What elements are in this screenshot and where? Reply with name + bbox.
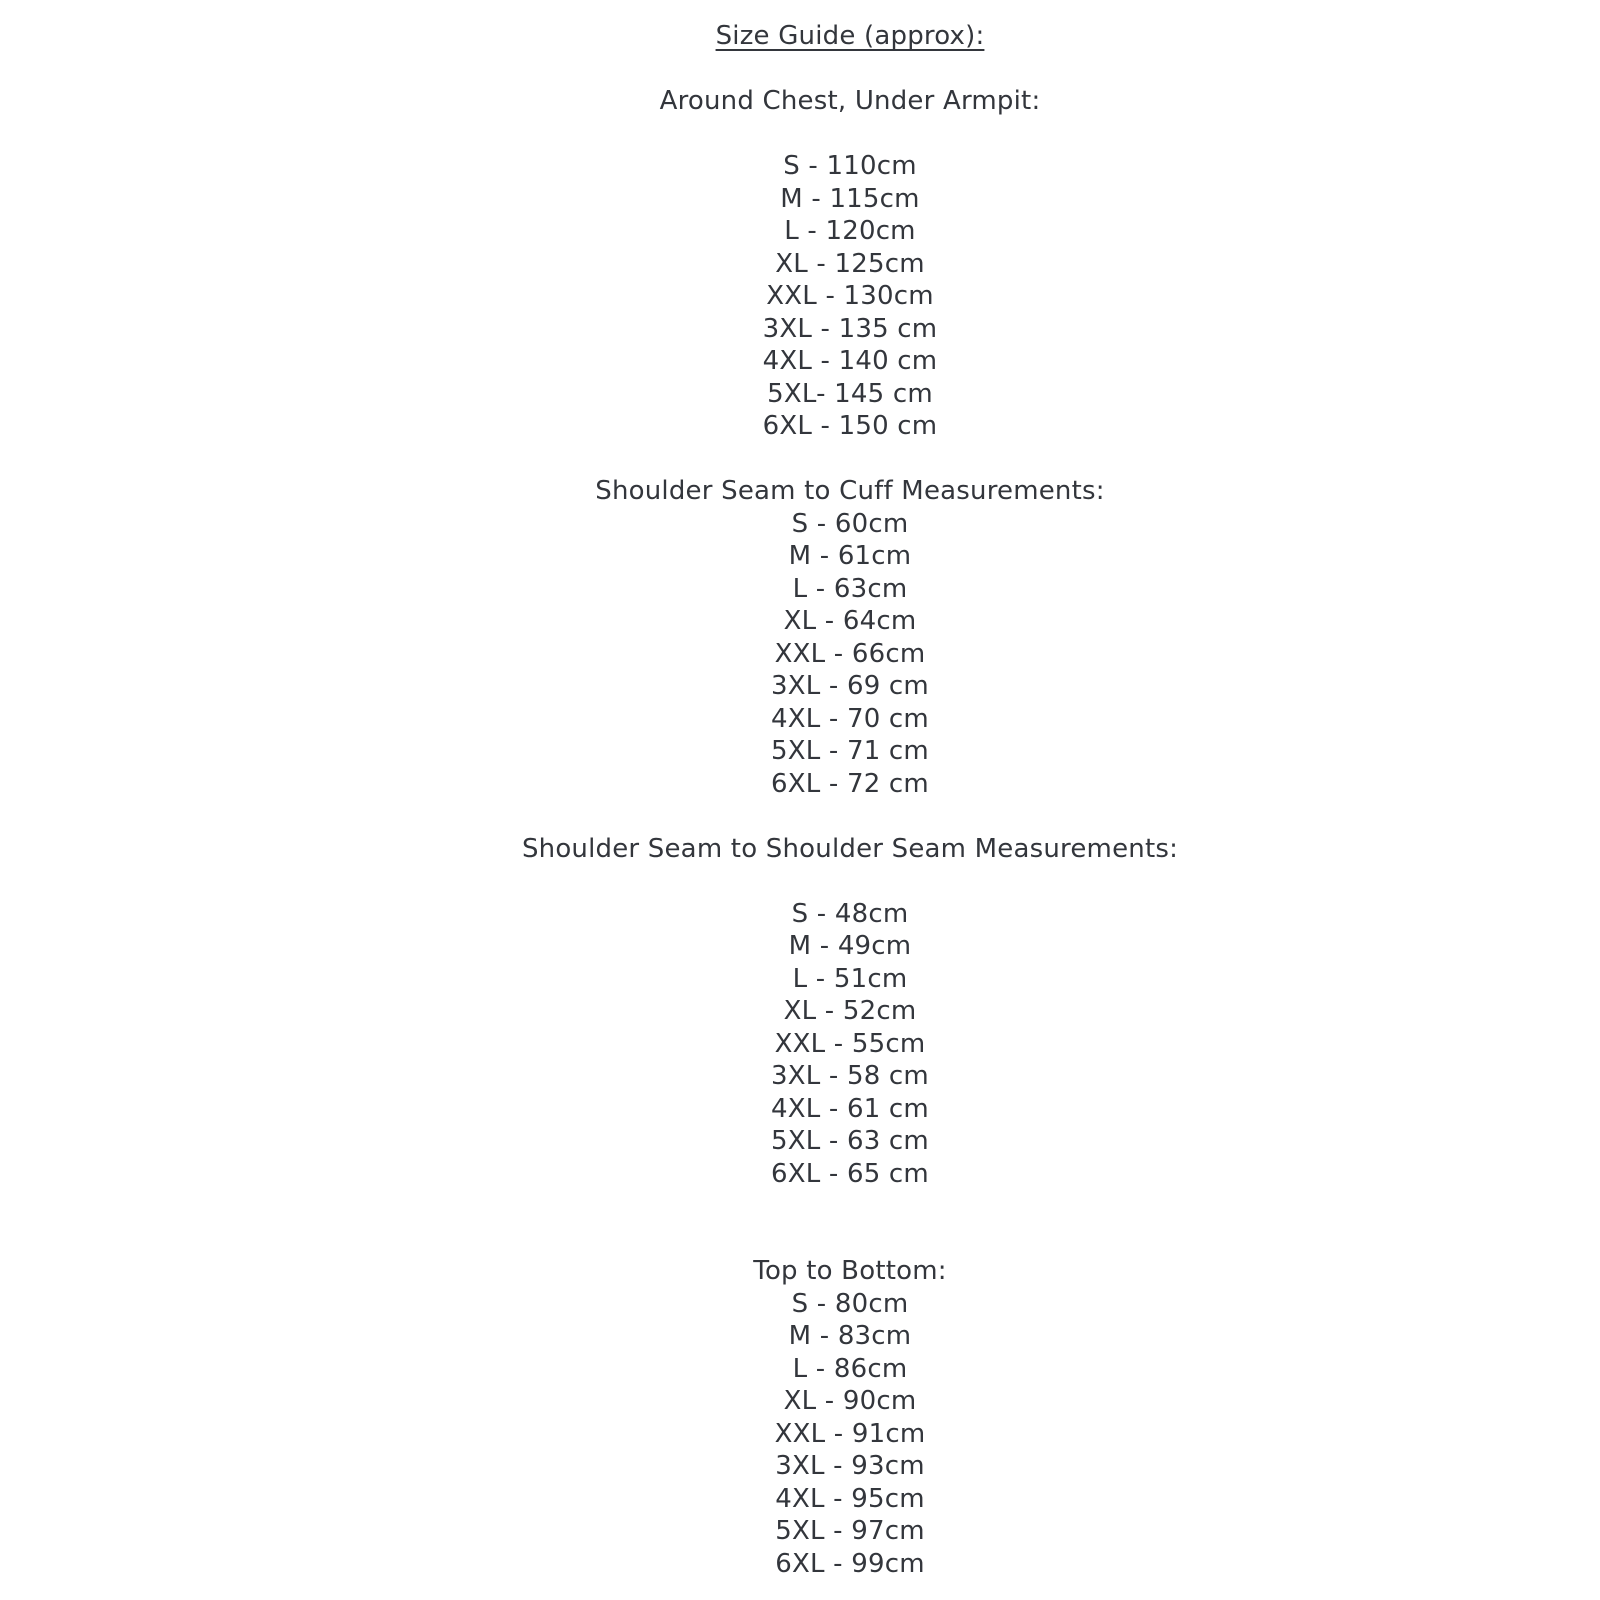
section-top-to-bottom [100, 1255, 1600, 1580]
size-row: 5XL - 97cm [775, 1516, 925, 1546]
size-row: XL - 125cm [775, 248, 925, 279]
size-row: 3XL - 58 cm [771, 1061, 929, 1091]
size-row: 5XL - 63 cm [771, 1126, 929, 1156]
size-row: M - 49cm [788, 931, 912, 961]
section-shoulder-to-shoulder [100, 833, 1600, 1191]
size-row: XXL - 91cm [774, 1418, 926, 1449]
size-row: L - 86cm [792, 1353, 908, 1384]
section-around-chest [100, 85, 1600, 443]
section-heading: Shoulder Seam to Cuff Measurements: [595, 476, 1105, 506]
size-row: 4XL - 61 cm [771, 1093, 929, 1124]
section-shoulder-to-cuff [100, 475, 1600, 800]
size-row: 5XL - 71 cm [771, 736, 929, 766]
size-row: 5XL- 145 cm [767, 378, 933, 409]
page-title: Size Guide (approx): [715, 21, 985, 51]
size-row: 4XL - 95cm [775, 1483, 925, 1514]
size-row: XXL - 55cm [774, 1028, 926, 1059]
size-row: XXL - 130cm [766, 281, 934, 311]
section-heading: Shoulder Seam to Shoulder Seam Measurements: [521, 833, 1179, 864]
size-row: L - 63cm [792, 573, 908, 604]
size-row: 6XL - 72 cm [771, 768, 929, 799]
size-row: S - 60cm [791, 508, 909, 539]
size-row: XL - 64cm [783, 606, 917, 636]
size-row: 4XL - 70 cm [771, 703, 929, 734]
size-row: XL - 52cm [783, 996, 917, 1026]
size-row: XXL - 66cm [774, 638, 926, 669]
size-row: 6XL - 150 cm [762, 411, 938, 441]
section-heading: Around Chest, Under Armpit: [659, 86, 1041, 116]
size-row: L - 51cm [792, 963, 908, 994]
size-row: S - 48cm [791, 898, 909, 929]
size-row: 4XL - 140 cm [762, 346, 938, 376]
size-row: M - 115cm [780, 183, 920, 214]
size-row: 3XL - 69 cm [771, 671, 929, 701]
size-row: 6XL - 65 cm [771, 1158, 929, 1189]
size-row: 3XL - 93cm [775, 1451, 925, 1481]
size-row: 6XL - 99cm [775, 1548, 925, 1579]
size-row: L - 120cm [784, 216, 916, 246]
size-row: M - 61cm [788, 541, 912, 571]
size-row: XL - 90cm [783, 1386, 917, 1416]
size-row: S - 110cm [783, 151, 917, 181]
size-row: M - 83cm [788, 1321, 912, 1351]
size-row: 3XL - 135 cm [762, 313, 938, 344]
size-row: S - 80cm [791, 1288, 909, 1319]
section-heading: Top to Bottom: [753, 1256, 947, 1286]
